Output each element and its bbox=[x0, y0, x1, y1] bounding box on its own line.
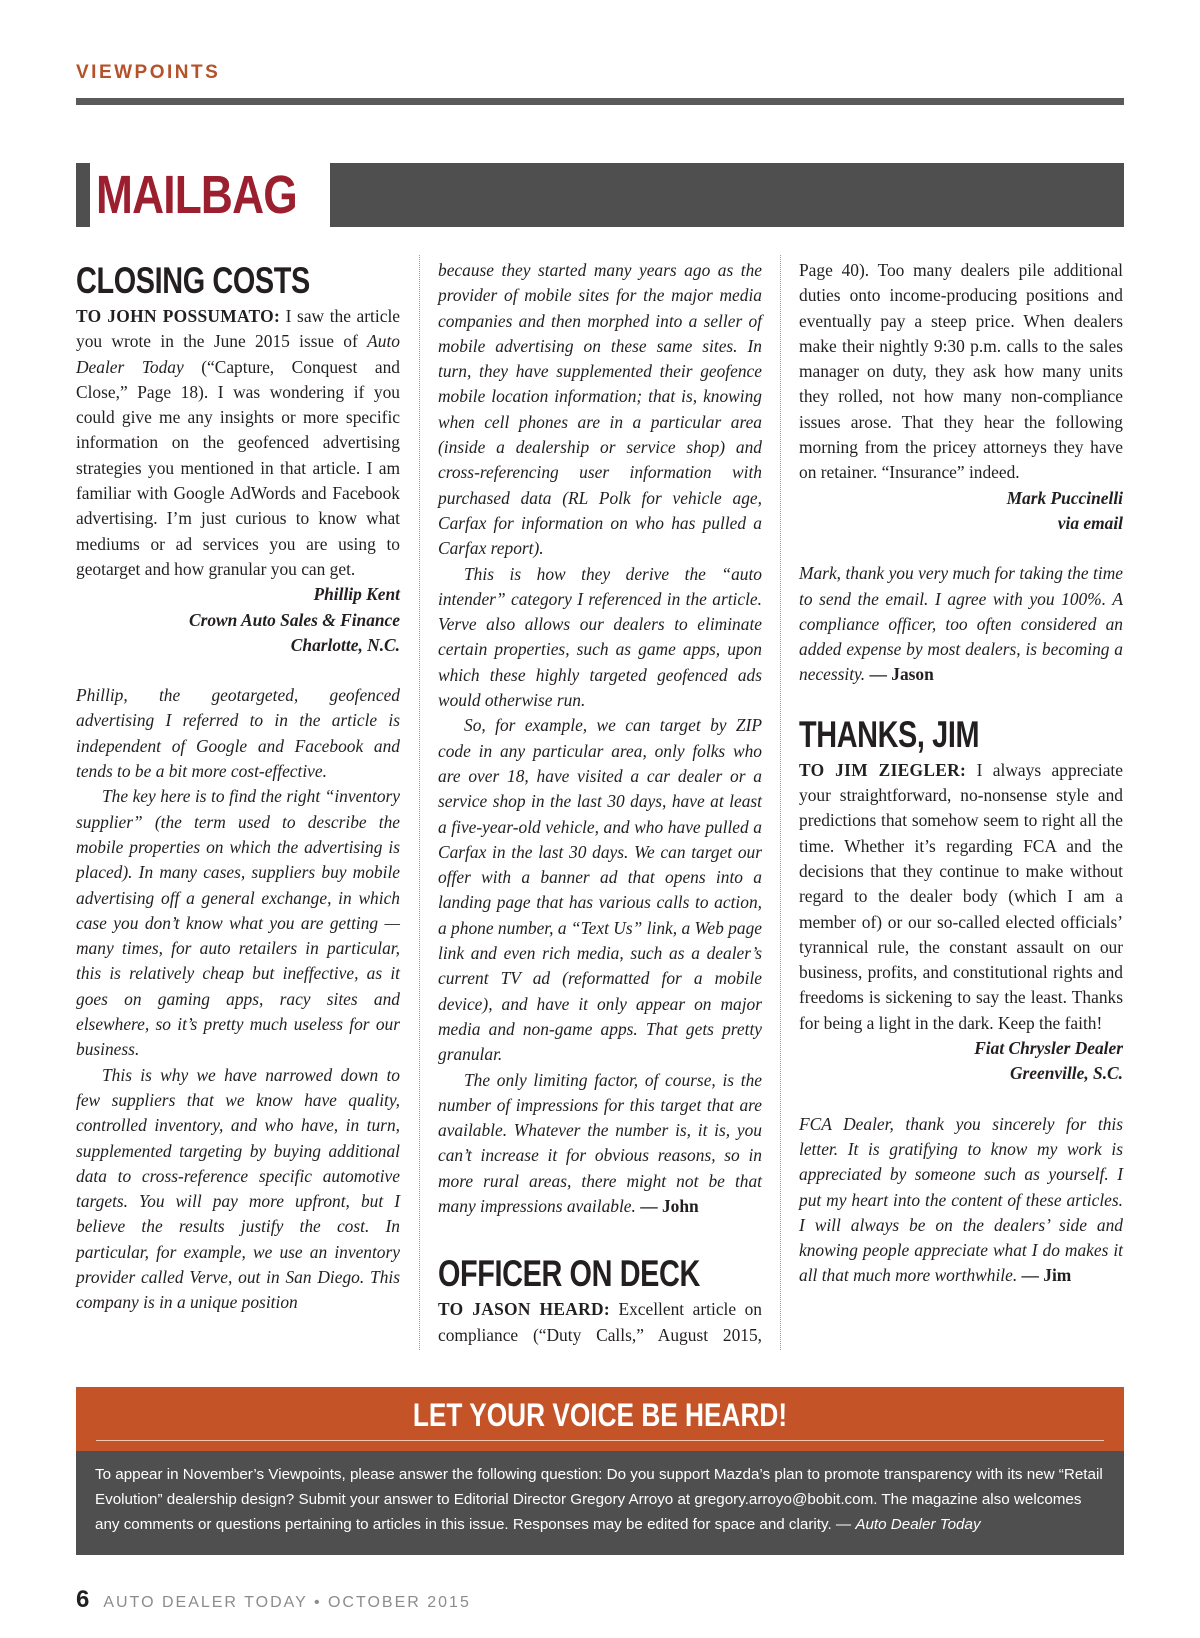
reply-paragraph: Phillip, the geotargeted, geofenced advertising I referred to in the article is independent of Google and Facebook and tends to be a bit more cost-effective. bbox=[76, 685, 400, 782]
letter-recipient: TO JASON HEARD: bbox=[438, 1299, 610, 1320]
signature-name: Fiat Chrysler Dealer bbox=[974, 1038, 1123, 1059]
reply-paragraph: The key here is to find the right “inventory supplier” (the term used to describe the mobile properties on which the advertising is placed). In many cases, suppliers buy mobile advertising off a general exchange, in which case you don’t know what you are getting — many times, for auto retailers in particular, this is relatively cheap but ineffective, as it goes on gaming apps, racy sites and elsewhere, so it’s pretty much useless for our business. bbox=[76, 786, 400, 1060]
cta-underline bbox=[96, 1440, 1104, 1441]
letter-recipient: TO JOHN POSSUMATO: bbox=[76, 306, 281, 326]
column-3 bbox=[799, 258, 1123, 1289]
section-label: VIEWPOINTS bbox=[76, 62, 221, 83]
signature-location: Charlotte, N.C. bbox=[290, 634, 400, 655]
mailbag-title-bar bbox=[76, 163, 1124, 227]
page-footer bbox=[76, 1586, 471, 1614]
letter-body: TO JASON HEARD: Excellent article on compliance (“Duty Calls,” August 2015, bbox=[438, 1299, 762, 1345]
publication-line: AUTO DEALER TODAY • OCTOBER 2015 bbox=[103, 1594, 471, 1611]
reply-paragraph: The only limiting factor, of course, is the number of impressions for this target that are available. Whatever the number is, it is, you can’t increase it for obvious reasons, so in more rural areas, there might not be that many impressions available. — John bbox=[438, 1069, 762, 1216]
signature-name: Mark Puccinelli bbox=[1006, 487, 1123, 508]
letter-headline: CLOSING COSTS bbox=[76, 260, 310, 301]
reply-paragraph: So, for example, we can target by ZIP code in any particular area, only folks who are over 18, have visited a car dealer or a service shop in the last 30 days, have at least a five-year-old vehicle, and who have pulled a Carfax in the last 30 days. We can target our offer with a banner ad that opens into a landing page that has various calls to action, a phone number, a “Text Us” link, a Web page link and even rich media, such as a dealer’s current TV ad (reformatted for a mobile device), and have it only appear on major media and non-game apps. That gets pretty granular. bbox=[438, 715, 762, 1065]
reply-sign: — Jim bbox=[1021, 1265, 1072, 1286]
cta-body: To appear in November’s Viewpoints, please answer the following question: Do you support Mazda’s plan to promote transparency with its new “Retail Evolution” dealership design? Submit your answer to Editorial Director Gregory Arroyo at gregory.arroyo@bobit.com. The magazine also welcomes any comments or questions pertaining to articles in this issue. Responses may be edited for space and clarity. — Auto Dealer Today bbox=[76, 1451, 1124, 1555]
cta-headline: LET YOUR VOICE BE HEARD! bbox=[412, 1397, 788, 1433]
column-divider bbox=[780, 255, 781, 1350]
top-rule bbox=[76, 98, 1124, 105]
reply-sign: — John bbox=[640, 1195, 699, 1216]
letter-headline: THANKS, JIM bbox=[799, 713, 980, 755]
cta-banner bbox=[76, 1387, 1124, 1451]
cta-source: Auto Dealer Today bbox=[855, 1516, 981, 1533]
page-number: 6 bbox=[76, 1586, 90, 1613]
letter-recipient: TO JIM ZIEGLER: bbox=[799, 759, 967, 780]
signature-name: Phillip Kent bbox=[313, 584, 400, 605]
column-2 bbox=[438, 258, 762, 1348]
letter-body: TO JIM ZIEGLER: I always appreciate your straightforward, no-nonsense style and predictions that somehow seem to right all the time. Whether it’s regarding FCA and the decisions that they continue to make without regard to the dealer body (which I am a member of) or our so-called elected officials’ tyrannical rule, the constant assault on our business, profits, and constitutional rights and freedoms is sickening to say the least. Thanks for being a light in the dark. Keep the faith! bbox=[799, 759, 1123, 1033]
reply-paragraph: because they started many years ago as the provider of mobile sites for the major media companies and then morphed into a seller of mobile advertising on these same sites. In turn, they have supplemented their geofence mobile location information; that is, knowing when cell phones are in a particular area (inside a dealership or service shop) and cross-referencing user information with purchased data (RL Polk for vehicle age, Carfax for information on who has pulled a Carfax report). bbox=[438, 260, 762, 559]
reply-sign: — Jason bbox=[869, 664, 934, 685]
letter-body: TO JOHN POSSUMATO: I saw the article you wrote in the June 2015 issue of Auto Dealer Today (“Capture, Conquest and Close,” Page 18). I was wondering if you could give me any insights or more specific information on the geofenced advertising strategies you mentioned in that article. I am familiar with Google AdWords and Facebook advertising. I’m just curious to know what mediums or ad services you are using to geotarget and how granular you can get. bbox=[76, 306, 400, 579]
title-bar-stub bbox=[76, 163, 90, 227]
reply-paragraph: FCA Dealer, thank you sincerely for this letter. It is gratifying to know my work is appreciated by someone such as yourself. I put my heart into the content of these articles. I will always be on the dealers’ side and knowing people appreciate what I do makes it all that much more worthwhile. — Jim bbox=[799, 1113, 1123, 1286]
signature-via: via email bbox=[1057, 512, 1123, 533]
reply-paragraph: This is why we have narrowed down to few suppliers that we know have quality, controlled inventory, and who have, in turn, supplemented targeting by buying additional data to cross-reference specific automotive targets. You will pay more upfront, but I believe the results justify the cost. In particular, for example, we use an inventory provider called Verve, out in San Diego. This company is in a unique position bbox=[76, 1064, 400, 1313]
reply-paragraph: Mark, thank you very much for taking the time to send the email. I agree with you 100%. A compliance officer, too often considered an added expense by most dealers, is becoming a necessity. — Jason bbox=[799, 563, 1123, 685]
column-1 bbox=[76, 258, 400, 1316]
signature-location: Greenville, S.C. bbox=[1009, 1063, 1123, 1084]
letter-headline: OFFICER ON DECK bbox=[438, 1253, 700, 1295]
publication-name: Auto Dealer Today bbox=[76, 331, 400, 377]
signature-company: Crown Auto Sales & Finance bbox=[189, 609, 400, 630]
page-title: MAILBAG bbox=[96, 165, 297, 225]
letter-body-continued: Page 40). Too many dealers pile additional duties onto income-producing positions and eventually pay a steep price. When dealers make their nightly 9:30 p.m. calls to the sales manager on duty, they ask how many units they rolled, not how many non-compliance issues arose. That they hear the following morning from the pricey attorneys they have on retainer. “Insurance” indeed. bbox=[799, 260, 1123, 483]
title-bar-band bbox=[330, 163, 1124, 227]
column-divider bbox=[419, 255, 420, 1350]
reply-paragraph: This is how they derive the “auto intender” category I referenced in the article. Verve also allows our dealers to eliminate certain properties, such as game apps, upon which these highly targeted geofenced ads would otherwise run. bbox=[438, 563, 762, 711]
